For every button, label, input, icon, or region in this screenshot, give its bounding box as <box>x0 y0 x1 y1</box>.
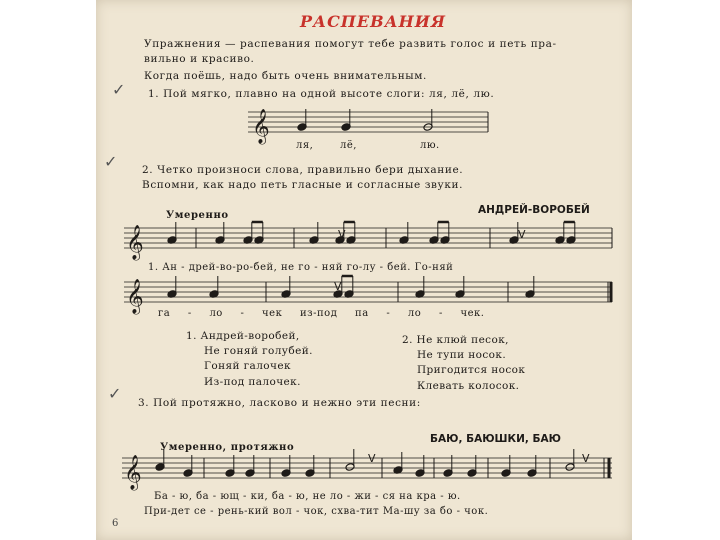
treble-clef-icon: 𝄞 <box>124 455 142 490</box>
treble-clef-icon: 𝄞 <box>126 225 144 260</box>
check-mark-icon: ✓ <box>112 80 126 99</box>
stanza-2-line: Клевать колосок. <box>417 379 520 392</box>
breath-mark: V <box>338 228 346 241</box>
check-mark-icon: ✓ <box>104 152 118 171</box>
song-1-lyrics-line-1: 1. Ан - дрей-во-ро-бей, не го - няй го-лу - бей. Го-няй <box>148 262 454 273</box>
intro-text-line-1: Упражнения — распевания помогут тебе развить голос и петь пра- <box>144 38 557 50</box>
breath-mark: V <box>518 228 526 241</box>
breath-mark: V <box>582 452 590 465</box>
intro-text-line-2: вильно и красиво. <box>144 53 255 65</box>
song-2-lyrics-line-2: При-дет се - рень-кий вол - чок, схва-тит Ма-шу за бо - чок. <box>144 506 489 517</box>
syllable-lyo: лё, <box>340 140 357 151</box>
stanza-2-line: Не тупи носок. <box>417 349 507 362</box>
stanza-2-line: Пригодится носок <box>417 364 526 377</box>
stanza-1-line: Из-под палочек. <box>204 375 301 388</box>
stanza-1-line: Не гоняй голубей. <box>204 345 313 358</box>
page-title: РАСПЕВАНИЯ <box>300 12 447 31</box>
song-2-lyrics-line-1: Ба - ю, ба - ющ - ки, ба - ю, не ло - жи - ся на кра - ю. <box>154 491 461 502</box>
exercise-2-instruction-line-1: 2. Четко произноси слова, правильно бери дыхание. <box>142 164 464 176</box>
tempo-marking-2: Умеренно, протяжно <box>160 442 295 453</box>
page-number: 6 <box>112 518 119 529</box>
treble-clef-icon: 𝄞 <box>252 109 270 144</box>
stanza-2-line: 2. Не клюй песок, <box>402 334 509 346</box>
tempo-marking-1: Умеренно <box>166 210 229 221</box>
song-title-2: БАЮ, БАЮШКИ, БАЮ <box>430 433 561 445</box>
intro-text-line-3: Когда поёшь, надо быть очень внимательным. <box>144 70 427 82</box>
stanza-1-line: 1. Андрей-воробей, <box>186 330 300 342</box>
exercise-1-instruction: 1. Пой мягко, плавно на одной высоте слоги: ля, лё, лю. <box>148 88 495 100</box>
syllable-la: ля, <box>296 140 314 151</box>
stanza-1-line: Гоняй галочек <box>204 360 291 373</box>
song-1-lyrics-line-2: га - ло - чек из-под па - ло - чек. <box>158 308 485 319</box>
breath-mark: V <box>368 452 376 465</box>
treble-clef-icon: 𝄞 <box>126 279 144 314</box>
syllable-lyu: лю. <box>420 140 440 151</box>
breath-mark: V <box>334 280 342 293</box>
exercise-3-instruction: 3. Пой протяжно, ласково и нежно эти песни: <box>138 397 421 409</box>
exercise-2-instruction-line-2: Вспомни, как надо петь гласные и согласные звуки. <box>142 179 464 191</box>
check-mark-icon: ✓ <box>108 384 122 403</box>
song-title-1: АНДРЕЙ-ВОРОБЕЙ <box>478 204 590 216</box>
